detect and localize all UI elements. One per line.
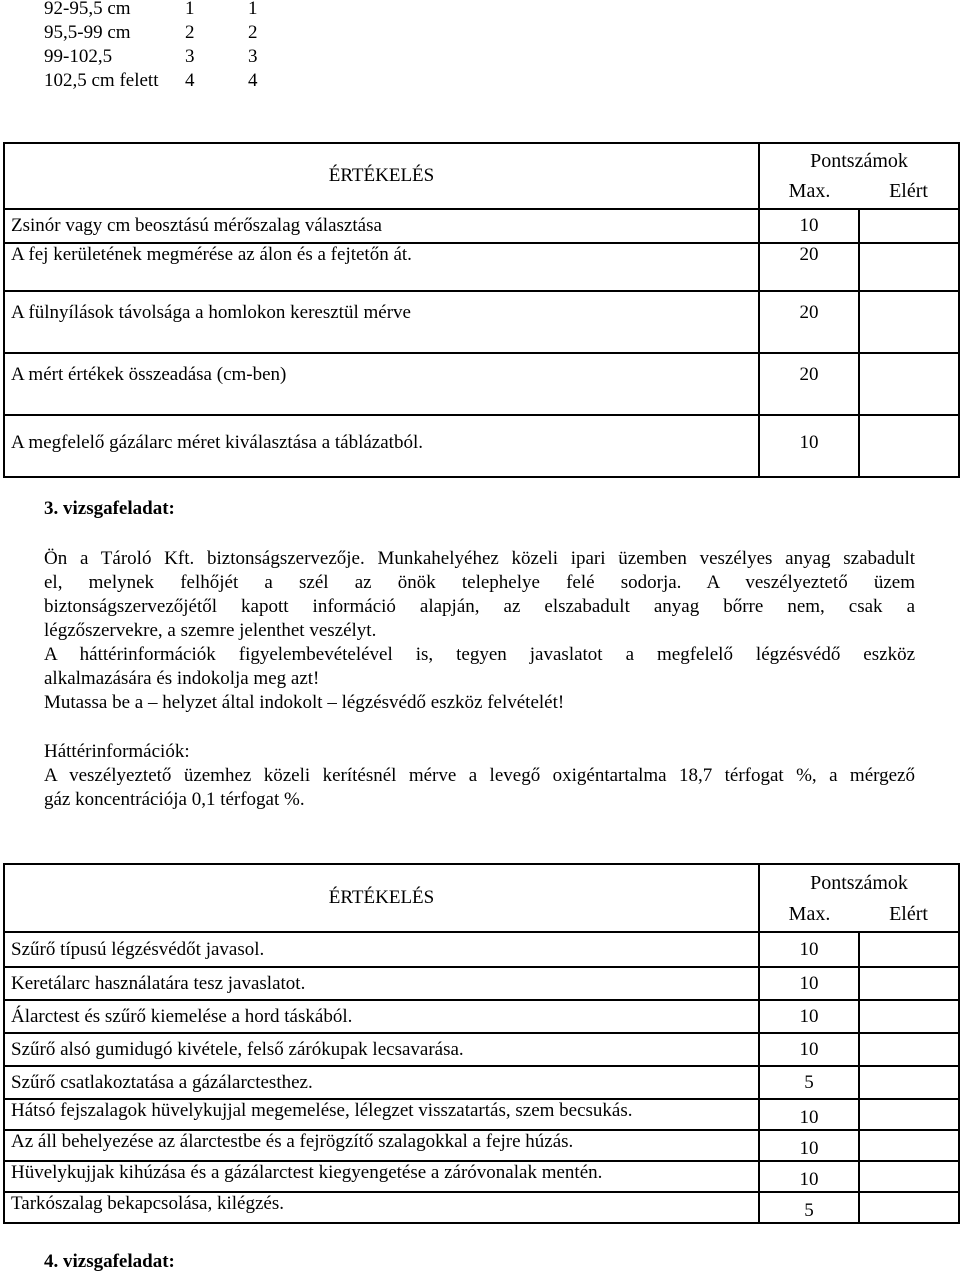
- background-info: [44, 740, 915, 812]
- size-col2: 2: [248, 22, 258, 43]
- size-range: 95,5-99 cm: [44, 22, 131, 43]
- max-points: 10: [759, 415, 859, 477]
- description-line: biztonságszervezőjétől kapott információ alapján, az elszabadult anyag bőrre nem, csak a: [44, 596, 915, 617]
- achieved-points[interactable]: [859, 967, 959, 1000]
- size-col1: 4: [185, 70, 195, 91]
- max-points: 20: [759, 353, 859, 415]
- max-points: 10: [759, 1130, 859, 1161]
- achieved-header: Elért: [889, 903, 928, 925]
- evaluation-table-1: [3, 142, 960, 478]
- task-3-description: [44, 547, 915, 715]
- size-col2: 1: [248, 0, 258, 19]
- table-row: [4, 243, 959, 291]
- size-col1: 1: [185, 0, 195, 19]
- background-line: gáz koncentrációja 0,1 térfogat %.: [44, 789, 305, 810]
- evaluation-table-2: [3, 863, 960, 1224]
- achieved-points[interactable]: [859, 1192, 959, 1223]
- background-line: A veszélyeztető üzemhez közeli kerítésnél mérve a levegő oxigéntartalma 18,7 térfogat %, a mérgező: [44, 765, 915, 786]
- criterion-label: A megfelelő gázálarc méret kiválasztása a táblázatból.: [4, 415, 759, 477]
- max-points: 10: [759, 1000, 859, 1033]
- max-points: 20: [759, 291, 859, 353]
- achieved-points[interactable]: [859, 415, 959, 477]
- achieved-points[interactable]: [859, 1066, 959, 1099]
- size-col1: 3: [185, 46, 195, 67]
- max-points: 10: [759, 1161, 859, 1192]
- criterion-label: Hüvelykujjak kihúzása és a gázálarctest kiegyengetése a záróvonalak mentén.: [4, 1161, 759, 1192]
- criterion-label: Zsinór vagy cm beosztású mérőszalag választása: [4, 209, 759, 243]
- table-row: [4, 967, 959, 1000]
- size-range: 102,5 cm felett: [44, 70, 159, 91]
- achieved-points[interactable]: [859, 1130, 959, 1161]
- achieved-header: Elért: [889, 180, 928, 202]
- criterion-label: Szűrő alsó gumidugó kivétele, felső zárókupak lecsavarása.: [4, 1033, 759, 1066]
- description-line: el, melynek felhőjét a szél az önök telephelye felé sodorja. A veszélyeztető üzem: [44, 572, 915, 593]
- max-points: 10: [759, 932, 859, 967]
- criterion-label: A mért értékek összeadása (cm-ben): [4, 353, 759, 415]
- points-header-cell: [759, 864, 959, 932]
- table-row: [4, 291, 959, 353]
- criterion-label: A fülnyílások távolsága a homlokon keresztül mérve: [4, 291, 759, 353]
- max-points: 5: [759, 1192, 859, 1223]
- table-row: [4, 353, 959, 415]
- criterion-label: Szűrő csatlakoztatása a gázálarctesthez.: [4, 1066, 759, 1099]
- criterion-label: Tarkószalag bekapcsolása, kilégzés.: [4, 1192, 759, 1223]
- table-row: [4, 1130, 959, 1161]
- size-range: 92-95,5 cm: [44, 0, 131, 19]
- points-header: Pontszámok: [810, 150, 908, 172]
- achieved-points[interactable]: [859, 209, 959, 243]
- achieved-points[interactable]: [859, 353, 959, 415]
- evaluation-title: ÉRTÉKELÉS: [4, 143, 759, 209]
- table-row: [4, 1161, 959, 1192]
- criterion-label: Hátsó fejszalagok hüvelykujjal megemelése, lélegzet visszatartás, szem becsukás.: [4, 1099, 759, 1130]
- achieved-points[interactable]: [859, 291, 959, 353]
- size-col1: 2: [185, 22, 195, 43]
- max-points: 10: [759, 967, 859, 1000]
- criterion-label: Keretálarc használatára tesz javaslatot.: [4, 967, 759, 1000]
- max-points: 20: [759, 243, 859, 291]
- criterion-label: Álarctest és szűrő kiemelése a hord táskából.: [4, 1000, 759, 1033]
- table-row: [4, 1192, 959, 1223]
- table-row: [4, 415, 959, 477]
- points-header-cell: [759, 143, 959, 209]
- points-header: Pontszámok: [810, 872, 908, 894]
- background-title: Háttérinformációk:: [44, 741, 190, 762]
- table-row: [4, 1000, 959, 1033]
- achieved-points[interactable]: [859, 243, 959, 291]
- description-line: Mutassa be a – helyzet által indokolt – légzésvédő eszköz felvételét!: [44, 692, 565, 713]
- achieved-points[interactable]: [859, 1000, 959, 1033]
- size-col2: 3: [248, 46, 258, 67]
- criterion-label: Az áll behelyezése az álarctestbe és a fejrögzítő szalagokkal a fejre húzás.: [4, 1130, 759, 1161]
- max-header: Max.: [788, 180, 831, 202]
- max-points: 10: [759, 209, 859, 243]
- size-col2: 4: [248, 70, 258, 91]
- achieved-points[interactable]: [859, 1099, 959, 1130]
- task-4-heading: 4. vizsgafeladat:: [44, 1251, 175, 1272]
- criterion-label: Szűrő típusú légzésvédőt javasol.: [4, 932, 759, 967]
- criterion-label: A fej kerületének megmérése az álon és a fejtetőn át.: [4, 243, 759, 291]
- description-line: A háttérinformációk figyelembevételével is, tegyen javaslatot a megfelelő légzésvédő eszköz: [44, 644, 915, 665]
- task-3-heading: 3. vizsgafeladat:: [44, 498, 175, 519]
- table-row: [4, 1099, 959, 1130]
- max-points: 10: [759, 1099, 859, 1130]
- table-row: [4, 209, 959, 243]
- description-line: alkalmazására és indokolja meg azt!: [44, 668, 320, 689]
- description-line: Ön a Tároló Kft. biztonságszervezője. Munkahelyéhez közeli ipari üzemben veszélyes anyag szabadult: [44, 548, 915, 569]
- max-points: 5: [759, 1066, 859, 1099]
- achieved-points[interactable]: [859, 1033, 959, 1066]
- table-row: [4, 1033, 959, 1066]
- max-points: 10: [759, 1033, 859, 1066]
- description-line: légzőszervekre, a szemre jelenthet veszélyt.: [44, 620, 377, 641]
- achieved-points[interactable]: [859, 932, 959, 967]
- achieved-points[interactable]: [859, 1161, 959, 1192]
- table-row: [4, 932, 959, 967]
- table-row: [4, 1066, 959, 1099]
- size-range: 99-102,5: [44, 46, 113, 67]
- evaluation-title: ÉRTÉKELÉS: [4, 864, 759, 932]
- max-header: Max.: [788, 903, 831, 925]
